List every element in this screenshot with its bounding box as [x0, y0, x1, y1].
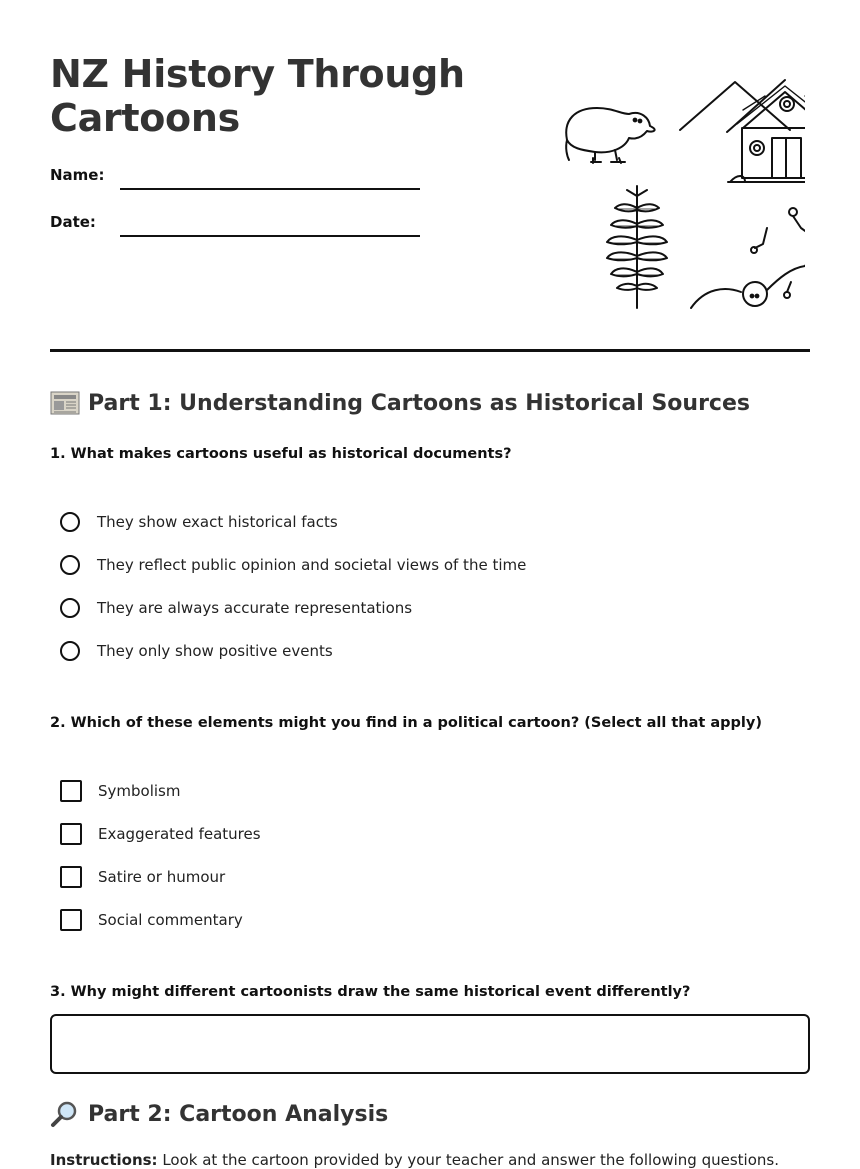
date-field[interactable]	[50, 213, 420, 237]
title-line-1: NZ History Through	[50, 52, 465, 96]
part2-instructions	[50, 1151, 779, 1169]
q2-option-3-checkbox[interactable]	[60, 866, 82, 888]
part1-title-text: Part 1: Understanding Cartoons as Historical Sources	[88, 390, 750, 416]
q1-option-3-radio[interactable]	[60, 598, 80, 618]
part1-title	[50, 390, 750, 416]
name-field[interactable]	[50, 166, 420, 190]
title-line-2: Cartoons	[50, 96, 240, 140]
fern-icon	[607, 186, 667, 308]
worksheet-page	[50, 0, 810, 1169]
magnifying-glass-icon	[50, 1100, 80, 1128]
q2-option-2-checkbox[interactable]	[60, 823, 82, 845]
nz-illustrations	[555, 78, 805, 318]
q2-option-1-checkbox[interactable]	[60, 780, 82, 802]
koru-pattern-icon	[691, 208, 805, 308]
q2-option-4-checkbox[interactable]	[60, 909, 82, 931]
q2-option-1-label: Symbolism	[98, 782, 181, 800]
question-2-text: 2. Which of these elements might you find in a political cartoon? (Select all that apply)	[50, 715, 762, 731]
q1-option-1[interactable]	[60, 509, 338, 535]
header-divider	[50, 349, 810, 352]
worksheet-header	[50, 0, 810, 352]
q1-option-3-label: They are always accurate representations	[97, 599, 413, 617]
part2-title-text: Part 2: Cartoon Analysis	[88, 1101, 389, 1127]
page-title	[50, 52, 480, 140]
q1-option-4-radio[interactable]	[60, 641, 80, 661]
q2-option-3[interactable]	[60, 864, 225, 890]
part2-title	[50, 1100, 388, 1128]
q1-option-4[interactable]	[60, 638, 333, 664]
q1-option-1-radio[interactable]	[60, 512, 80, 532]
name-label: Name:	[50, 166, 105, 184]
q1-option-3[interactable]	[60, 595, 412, 621]
date-line[interactable]	[120, 235, 420, 237]
q2-option-4[interactable]	[60, 907, 243, 933]
q1-option-2-label: They reflect public opinion and societal views of the time	[97, 556, 527, 574]
q1-option-4-label: They only show positive events	[97, 642, 333, 660]
q3-answer-input[interactable]	[50, 1014, 810, 1074]
instructions-text: Look at the cartoon provided by your teacher and answer the following questions.	[157, 1151, 779, 1169]
q1-option-2-radio[interactable]	[60, 555, 80, 575]
q2-option-2[interactable]	[60, 821, 261, 847]
name-line[interactable]	[120, 188, 420, 190]
wharenui-meeting-house-icon	[680, 80, 805, 182]
instructions-label: Instructions:	[50, 1151, 158, 1169]
q2-option-2-label: Exaggerated features	[98, 825, 261, 843]
question-3-text: 3. Why might different cartoonists draw the same historical event differently?	[50, 984, 691, 1000]
q2-option-1[interactable]	[60, 778, 180, 804]
newspaper-icon	[50, 390, 80, 416]
q1-option-1-label: They show exact historical facts	[97, 513, 338, 531]
q1-option-2[interactable]	[60, 552, 526, 578]
q2-option-4-label: Social commentary	[98, 911, 243, 929]
kiwi-bird-icon	[566, 108, 654, 163]
q2-option-3-label: Satire or humour	[98, 868, 226, 886]
question-1-text: 1. What makes cartoons useful as historical documents?	[50, 446, 512, 462]
date-label: Date:	[50, 213, 96, 231]
